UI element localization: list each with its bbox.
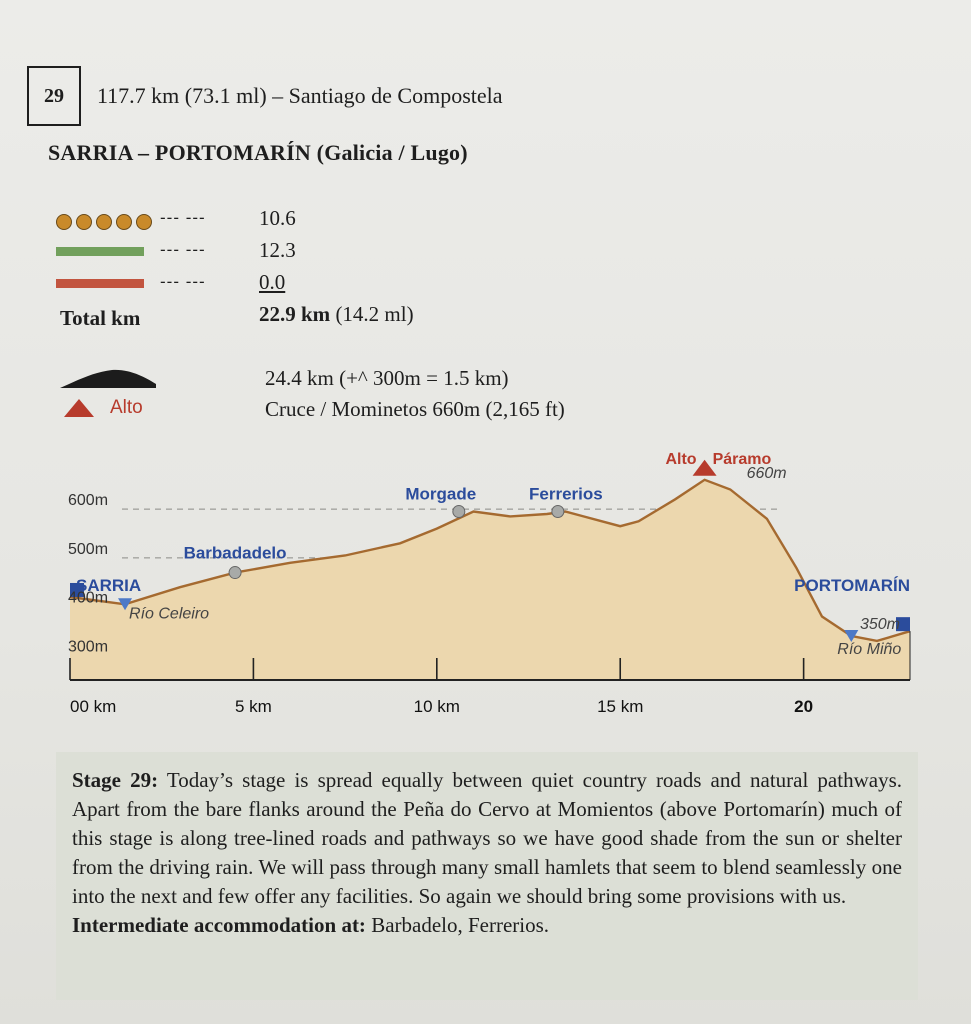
alto-legend: [62, 397, 143, 419]
red-path-icon: [56, 279, 144, 288]
legend-dashes: --- ---: [160, 208, 206, 227]
legend-dashes: --- ---: [160, 240, 206, 259]
total-km: 22.9 km: [259, 302, 331, 326]
place-label: Alto: [665, 450, 697, 468]
place-label: SARRIA: [76, 575, 142, 595]
stage-header: [27, 66, 503, 126]
legend-value: 10.6: [259, 206, 296, 230]
legend-dashes: --- ---: [160, 272, 206, 291]
place-label: Ferrerios: [529, 484, 603, 504]
green-path-icon: [56, 247, 144, 256]
legend-row-red: [56, 270, 476, 300]
y-tick-label: 300m: [68, 638, 109, 656]
description-body: Today’s stage is spread equally between quiet country roads and natural pathways. Apart from the bare flanks around the Peña do Cervo at Momientos (above Portomarín) much of this stage is along tree-lined roads and pathways so we have good shade from the sun or shelter from the driving rain. We will pass through many small hamlets that seem to blend seamlessly one into the next and few offer any facilities. So again we should bring some provisions with us.: [72, 768, 902, 908]
y-tick-label: 500m: [68, 540, 109, 558]
stage-description-panel: [56, 752, 918, 1000]
stage-number: 29: [44, 84, 64, 107]
x-tick-label: 5 km: [234, 697, 272, 716]
mountain-icon: [60, 366, 160, 390]
total-value: [259, 302, 414, 327]
stage-description: [72, 766, 902, 940]
place-label: 660m: [746, 464, 787, 482]
place-label: Barbadadelo: [183, 543, 287, 563]
legend-row-green: [56, 238, 476, 268]
accommodation-value: Barbadelo, Ferrerios.: [365, 913, 550, 937]
legend-value: 12.3: [259, 238, 296, 262]
stage-number-box: [27, 66, 81, 126]
climb-distance: 24.4 km (+^ 300m = 1.5 km): [265, 366, 509, 390]
dotted-path-icon: [56, 214, 152, 230]
total-label: Total km: [60, 306, 141, 330]
elevation-area: [70, 480, 910, 680]
y-tick-label: 600m: [68, 492, 109, 510]
village-marker: [552, 506, 564, 518]
place-label: Río Celeiro: [129, 605, 210, 623]
village-marker: [453, 506, 465, 518]
place-label: Río Miño: [837, 641, 902, 659]
route-title: SARRIA – PORTOMARÍN (Galicia / Lugo): [48, 140, 468, 165]
highest-point: Cruce / Mominetos 660m (2,165 ft): [265, 397, 565, 421]
accommodation-label: Intermediate accommodation at:: [72, 913, 366, 937]
legend-value: 0.0: [259, 270, 286, 294]
place-label: PORTOMARÍN: [794, 576, 910, 596]
x-tick-label: 20: [794, 697, 814, 716]
x-tick-label: 00 km: [70, 697, 117, 716]
place-label: 350m: [859, 616, 900, 634]
place-label: Morgade: [405, 484, 477, 504]
alto-label: Alto: [110, 397, 143, 418]
total-ml: (14.2 ml): [330, 302, 414, 326]
y-tick-label: 400m: [68, 589, 109, 607]
distance-to-santiago: 117.7 km (73.1 ml) – Santiago de Compostela: [97, 83, 503, 108]
legend-row-dotted: [56, 206, 476, 236]
x-tick-label: 10 km: [413, 697, 460, 716]
red-triangle-icon: [62, 397, 96, 419]
stage-label: Stage 29:: [72, 768, 159, 792]
elevation-profile: [60, 450, 920, 725]
x-tick-label: 15 km: [597, 697, 644, 716]
place-label: Páramo: [712, 450, 772, 468]
village-marker: [229, 567, 241, 579]
